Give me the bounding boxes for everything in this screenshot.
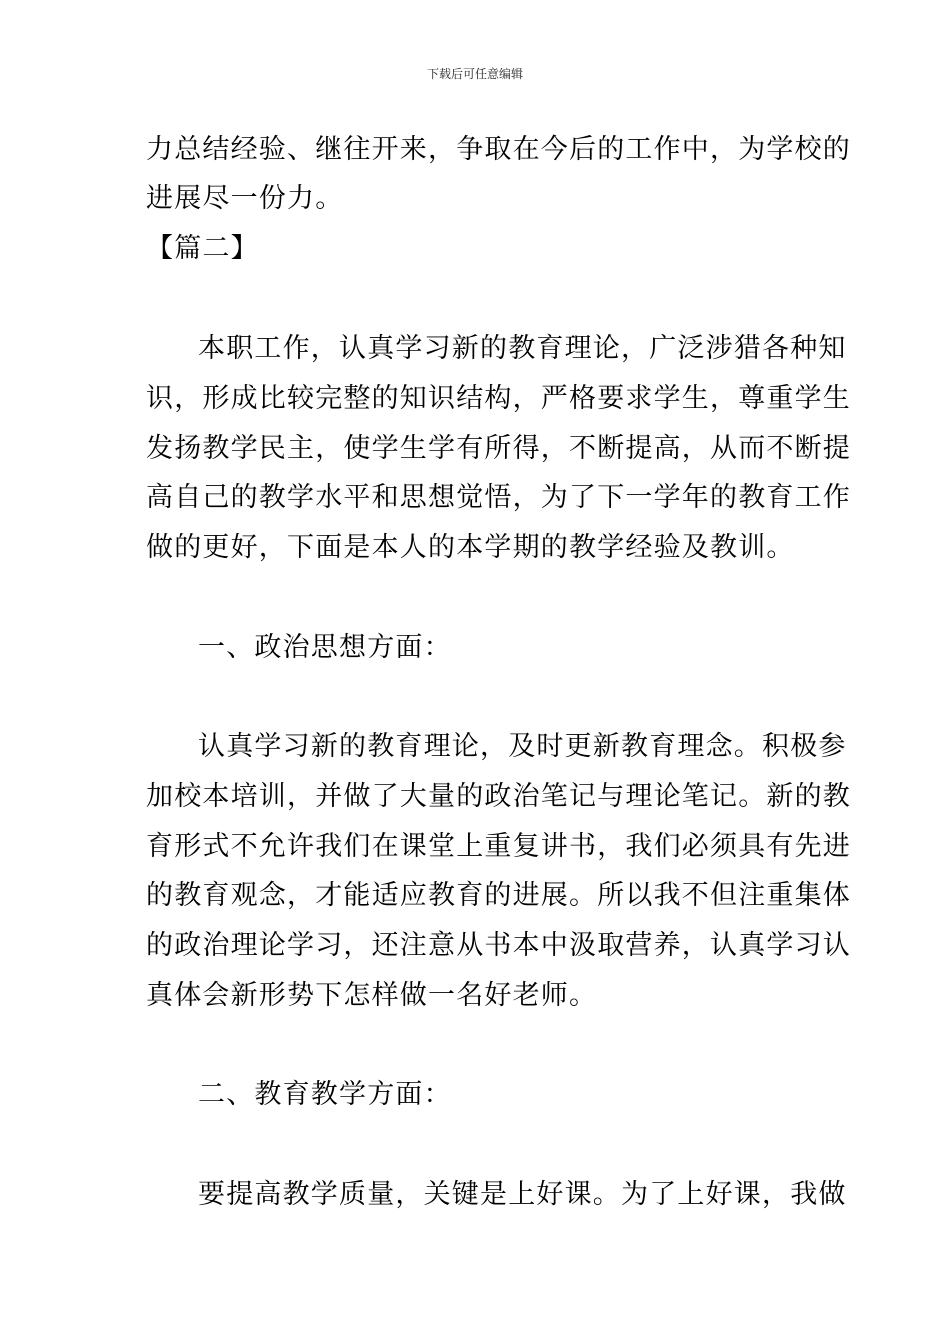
body-line: 加校本培训，并做了大量的政治笔记与理论笔记。新的教 <box>146 781 851 812</box>
subheading: 一、政治思想方面： <box>198 632 452 663</box>
subheading: 二、教育教学方面： <box>198 1079 452 1110</box>
body-line: 识，形成比较完整的知识结构，严格要求学生，尊重学生 <box>146 383 851 414</box>
paragraph-first-line: 本职工作，认真学习新的教育理论，广泛涉猎各种知 <box>198 333 847 364</box>
body-line: 进展尽一份力。 <box>146 183 344 214</box>
section-heading: 【篇二】 <box>146 233 259 264</box>
body-line: 的政治理论学习，还注意从书本中汲取营养，认真学习认 <box>146 930 851 961</box>
body-line: 发扬教学民主，使学生学有所得，不断提高，从而不断提 <box>146 433 851 464</box>
paragraph-first-line: 认真学习新的教育理论，及时更新教育理念。积极参 <box>198 731 847 762</box>
body-line: 的教育观念，才能适应教育的进展。所以我不但注重集体 <box>146 880 851 911</box>
body-line: 力总结经验、继往开来，争取在今后的工作中，为学校的 <box>146 134 851 165</box>
body-line: 高自己的教学水平和思想觉悟，为了下一学年的教育工作 <box>146 482 851 513</box>
body-line: 真体会新形势下怎样做一名好老师。 <box>146 980 598 1011</box>
body-line: 做的更好，下面是本人的本学期的教学经验及教训。 <box>146 532 795 563</box>
page-header: 下载后可任意编辑 <box>426 67 523 81</box>
body-line: 育形式不允许我们在课堂上重复讲书，我们必须具有先进 <box>146 831 851 862</box>
paragraph-first-line: 要提高教学质量，关键是上好课。为了上好课，我做 <box>198 1179 847 1210</box>
